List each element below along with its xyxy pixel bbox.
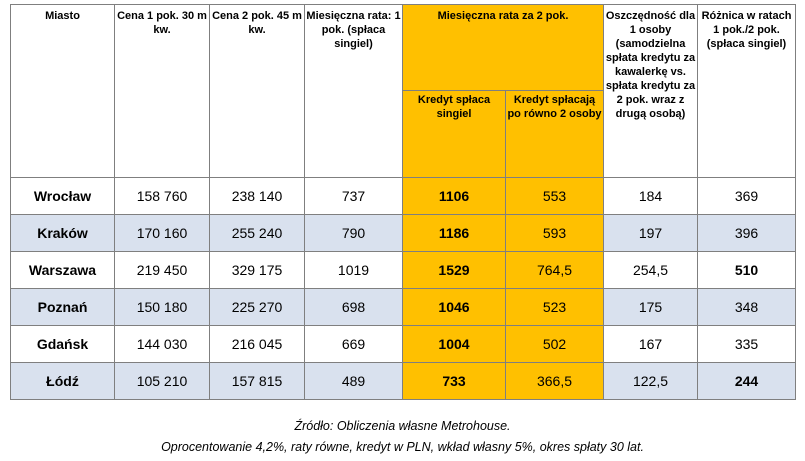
cell-price-2-rooms: 216 045 <box>210 326 305 363</box>
header-city: Miasto <box>11 5 115 178</box>
cell-rate-difference: 369 <box>698 178 796 215</box>
header-saving: Oszczędność dla 1 osoby (samodzielna spłata kredytu za kawalerkę vs. spłata kredytu za 2 pok. wraz z drugą osobą) <box>604 5 698 178</box>
table-row <box>11 363 796 400</box>
cell-rate-2-rooms-couple: 553 <box>506 178 604 215</box>
cell-price-1-room: 105 210 <box>115 363 210 400</box>
cell-city: Wrocław <box>11 178 115 215</box>
cell-saving: 184 <box>604 178 698 215</box>
cell-rate-2-rooms-couple: 764,5 <box>506 252 604 289</box>
cell-saving: 122,5 <box>604 363 698 400</box>
cell-city: Gdańsk <box>11 326 115 363</box>
table-row <box>11 326 796 363</box>
cell-rate-2-rooms-single: 1106 <box>403 178 506 215</box>
header-rate-2-rooms-group: Miesięczna rata za 2 pok. <box>403 5 604 91</box>
cell-price-2-rooms: 157 815 <box>210 363 305 400</box>
cell-rate-2-rooms-couple: 366,5 <box>506 363 604 400</box>
cell-rate-2-rooms-couple: 593 <box>506 215 604 252</box>
cell-saving: 175 <box>604 289 698 326</box>
cell-rate-1-room: 790 <box>305 215 403 252</box>
cell-price-2-rooms: 329 175 <box>210 252 305 289</box>
cell-rate-difference: 244 <box>698 363 796 400</box>
mortgage-comparison-table-wrapper <box>10 4 795 400</box>
cell-rate-1-room: 737 <box>305 178 403 215</box>
cell-city: Kraków <box>11 215 115 252</box>
header-rate-2-rooms-single: Kredyt spłaca singiel <box>403 91 506 178</box>
table-row <box>11 215 796 252</box>
cell-rate-2-rooms-single: 1186 <box>403 215 506 252</box>
cell-rate-2-rooms-single: 1004 <box>403 326 506 363</box>
cell-rate-1-room: 669 <box>305 326 403 363</box>
table-row <box>11 289 796 326</box>
cell-price-1-room: 170 160 <box>115 215 210 252</box>
cell-rate-1-room: 698 <box>305 289 403 326</box>
table-row <box>11 252 796 289</box>
cell-price-2-rooms: 225 270 <box>210 289 305 326</box>
assumptions-note: Oprocentowanie 4,2%, raty równe, kredyt w PLN, wkład własny 5%, okres spłaty 30 lat. <box>161 440 644 454</box>
header-price-2-rooms: Cena 2 pok. 45 m kw. <box>210 5 305 178</box>
cell-city: Łódź <box>11 363 115 400</box>
cell-rate-difference: 396 <box>698 215 796 252</box>
cell-rate-2-rooms-couple: 523 <box>506 289 604 326</box>
cell-rate-2-rooms-single: 1046 <box>403 289 506 326</box>
source-note: Źródło: Obliczenia własne Metrohouse. <box>294 419 511 433</box>
cell-rate-difference: 510 <box>698 252 796 289</box>
cell-price-1-room: 150 180 <box>115 289 210 326</box>
cell-price-1-room: 158 760 <box>115 178 210 215</box>
cell-rate-difference: 335 <box>698 326 796 363</box>
cell-rate-1-room: 1019 <box>305 252 403 289</box>
cell-price-2-rooms: 238 140 <box>210 178 305 215</box>
header-rate-difference: Różnica w ratach 1 pok./2 pok. (spłaca singiel) <box>698 5 796 178</box>
cell-rate-2-rooms-couple: 502 <box>506 326 604 363</box>
cell-price-2-rooms: 255 240 <box>210 215 305 252</box>
cell-rate-1-room: 489 <box>305 363 403 400</box>
header-rate-1-room: Miesięczna rata: 1 pok. (spłaca singiel) <box>305 5 403 178</box>
table-row <box>11 178 796 215</box>
cell-rate-2-rooms-single: 1529 <box>403 252 506 289</box>
mortgage-comparison-table <box>10 4 796 400</box>
cell-city: Poznań <box>11 289 115 326</box>
cell-price-1-room: 219 450 <box>115 252 210 289</box>
cell-saving: 167 <box>604 326 698 363</box>
cell-city: Warszawa <box>11 252 115 289</box>
cell-price-1-room: 144 030 <box>115 326 210 363</box>
cell-saving: 197 <box>604 215 698 252</box>
header-price-1-room: Cena 1 pok. 30 m kw. <box>115 5 210 178</box>
cell-rate-2-rooms-single: 733 <box>403 363 506 400</box>
cell-rate-difference: 348 <box>698 289 796 326</box>
cell-saving: 254,5 <box>604 252 698 289</box>
header-rate-2-rooms-couple: Kredyt spłacają po równo 2 osoby <box>506 91 604 178</box>
